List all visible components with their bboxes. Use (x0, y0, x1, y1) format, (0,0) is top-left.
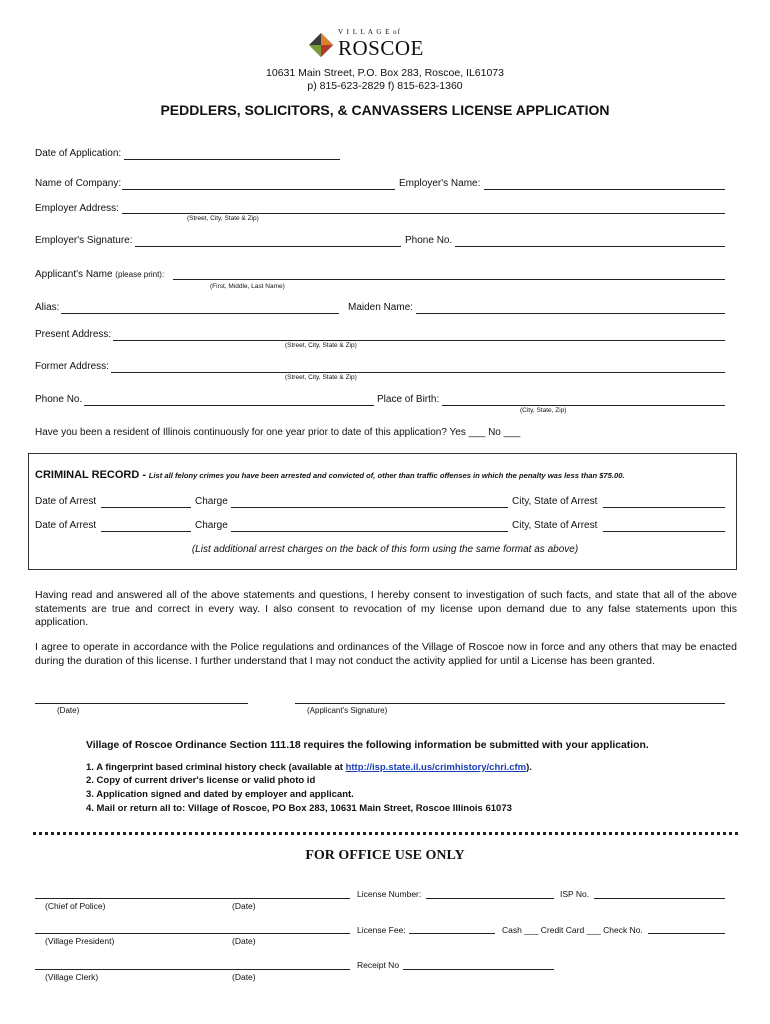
chief-of-police-label: (Chief of Police) (45, 901, 106, 911)
receipt-no-line[interactable] (403, 969, 554, 970)
applicants-name-line[interactable] (173, 279, 725, 280)
applicant-phone-line[interactable] (84, 405, 374, 406)
date-of-application-label: Date of Application: (35, 148, 122, 159)
clerk-date-label: (Date) (232, 972, 256, 982)
president-date-label: (Date) (232, 936, 256, 946)
office-divider (33, 832, 738, 835)
logo (308, 28, 438, 62)
applicants-name-hint: (First, Middle, Last Name) (210, 283, 285, 290)
criminal-record-title: CRIMINAL RECORD - (35, 469, 147, 481)
employers-name-line[interactable] (484, 189, 725, 190)
office-use-heading: FOR OFFICE USE ONLY (305, 848, 465, 863)
former-address-label: Former Address: (35, 361, 109, 372)
check-no-line[interactable] (648, 933, 725, 934)
present-address-label: Present Address: (35, 329, 112, 340)
fingerprint-link[interactable]: http://isp.state.il.us/crimhistory/chri.cfm (345, 762, 527, 773)
please-print-text: (please print): (115, 270, 165, 279)
ordinance-heading: Village of Roscoe Ordinance Section 111.18 requires the following information be submitted with your application. (86, 740, 649, 751)
city-state-arrest-label-2: City, State of Arrest (512, 520, 598, 531)
alias-line[interactable] (61, 313, 339, 314)
village-clerk-line[interactable] (35, 969, 350, 970)
applicant-signature-line[interactable] (295, 703, 725, 704)
isp-no-line[interactable] (594, 898, 725, 899)
village-clerk-label: (Village Clerk) (45, 972, 99, 982)
place-of-birth-label: Place of Birth: (377, 394, 440, 405)
charge-line-2[interactable] (231, 531, 508, 532)
present-address-hint: (Street, City, State & Zip) (285, 342, 357, 349)
license-fee-line[interactable] (409, 933, 495, 934)
criminal-record-instruction: List all felony crimes you have been arrested and convicted of, other than traffic offenses in which the penalty was less than $75.00. (148, 471, 625, 480)
date-of-arrest-label-1: Date of Arrest (35, 496, 97, 507)
date-of-arrest-line-2[interactable] (101, 531, 191, 532)
ordinance-item-4: 4. Mail or return all to: Village of Roscoe, PO Box 283, 10631 Main Street, Roscoe Illinois 61073 (86, 803, 512, 814)
roscoe-logo-icon (308, 32, 334, 58)
alias-label: Alias: (35, 302, 60, 313)
applicant-phone-label: Phone No. (35, 394, 83, 405)
ordinance-item-2: 2. Copy of current driver's license or valid photo id (86, 775, 316, 786)
logo-village-of: V I L L A G E of (338, 28, 401, 36)
chief-of-police-line[interactable] (35, 898, 350, 899)
village-president-label: (Village President) (45, 936, 115, 946)
city-state-arrest-line-1[interactable] (603, 507, 725, 508)
maiden-name-line[interactable] (416, 313, 725, 314)
payment-method-label: Cash ___ Credit Card ___ Check No. (502, 925, 643, 935)
name-of-company-label: Name of Company: (35, 178, 122, 189)
present-address-line[interactable] (113, 340, 725, 341)
employer-phone-line[interactable] (455, 246, 725, 247)
additional-charges-note: (List additional arrest charges on the back of this form using the same format as above) (191, 544, 579, 555)
license-number-line[interactable] (426, 898, 554, 899)
date-of-arrest-line-1[interactable] (101, 507, 191, 508)
header-address: 10631 Main Street, P.O. Box 283, Roscoe, IL61073 (266, 67, 504, 79)
logo-name: ROSCOE (338, 36, 424, 60)
city-state-arrest-line-2[interactable] (603, 531, 725, 532)
employer-address-hint: (Street, City, State & Zip) (187, 215, 259, 222)
city-state-arrest-label-1: City, State of Arrest (512, 496, 598, 507)
receipt-no-label: Receipt No (357, 960, 400, 970)
ordinance-item-1-end: ). (526, 762, 532, 773)
employer-address-line[interactable] (122, 213, 725, 214)
former-address-hint: (Street, City, State & Zip) (285, 374, 357, 381)
date-signature-label: (Date) (57, 706, 80, 715)
village-president-line[interactable] (35, 933, 350, 934)
criminal-record-header (35, 469, 625, 481)
license-number-label: License Number: (357, 889, 422, 899)
employer-address-label: Employer Address: (35, 203, 119, 214)
maiden-name-label: Maiden Name: (348, 302, 414, 313)
applicant-signature-label: (Applicant's Signature) (307, 706, 388, 715)
name-of-company-line[interactable] (122, 189, 395, 190)
applicants-name-label (35, 269, 164, 280)
employers-signature-label: Employer's Signature: (35, 235, 133, 246)
license-fee-label: License Fee: (357, 925, 406, 935)
former-address-line[interactable] (111, 372, 725, 373)
date-of-arrest-label-2: Date of Arrest (35, 520, 97, 531)
header-phones: p) 815-623-2829 f) 815-623-1360 (307, 80, 463, 92)
resident-question: Have you been a resident of Illinois continuously for one year prior to date of this application? Yes ___ No ___ (35, 427, 521, 438)
place-of-birth-hint: (City, State, Zip) (520, 407, 567, 414)
charge-line-1[interactable] (231, 507, 508, 508)
employers-name-label: Employer's Name: (399, 178, 481, 189)
ordinance-item-3: 3. Application signed and dated by employer and applicant. (86, 789, 354, 800)
ordinance-item-1 (86, 762, 532, 773)
consent-paragraph: Having read and answered all of the above statements and questions, I hereby consent to investigation of such facts, and state that all of the above statements are true and correct in every way. I also consent to revocation of my license upon demand due to any false statements upon this application. (35, 589, 737, 628)
page-title: PEDDLERS, SOLICITORS, & CANVASSERS LICENSE APPLICATION (160, 102, 610, 118)
agreement-paragraph: I agree to operate in accordance with the Police regulations and ordinances of the Village of Roscoe now in force and any others that may be enacted during the duration of this license. I further understand that I may not conduct the activity applied for until a License has been granted. (35, 641, 737, 667)
date-signature-line[interactable] (35, 703, 248, 704)
charge-label-2: Charge (195, 520, 228, 531)
employers-signature-line[interactable] (135, 246, 401, 247)
charge-label-1: Charge (195, 496, 228, 507)
employer-phone-label: Phone No. (405, 235, 453, 246)
isp-no-label: ISP No. (560, 889, 590, 899)
ordinance-item-1-text: 1. A fingerprint based criminal history check (available at (86, 762, 346, 773)
applicants-name-text: Applicant's Name (35, 269, 113, 280)
date-of-application-line[interactable] (124, 159, 340, 160)
place-of-birth-line[interactable] (442, 405, 725, 406)
chief-date-label: (Date) (232, 901, 256, 911)
